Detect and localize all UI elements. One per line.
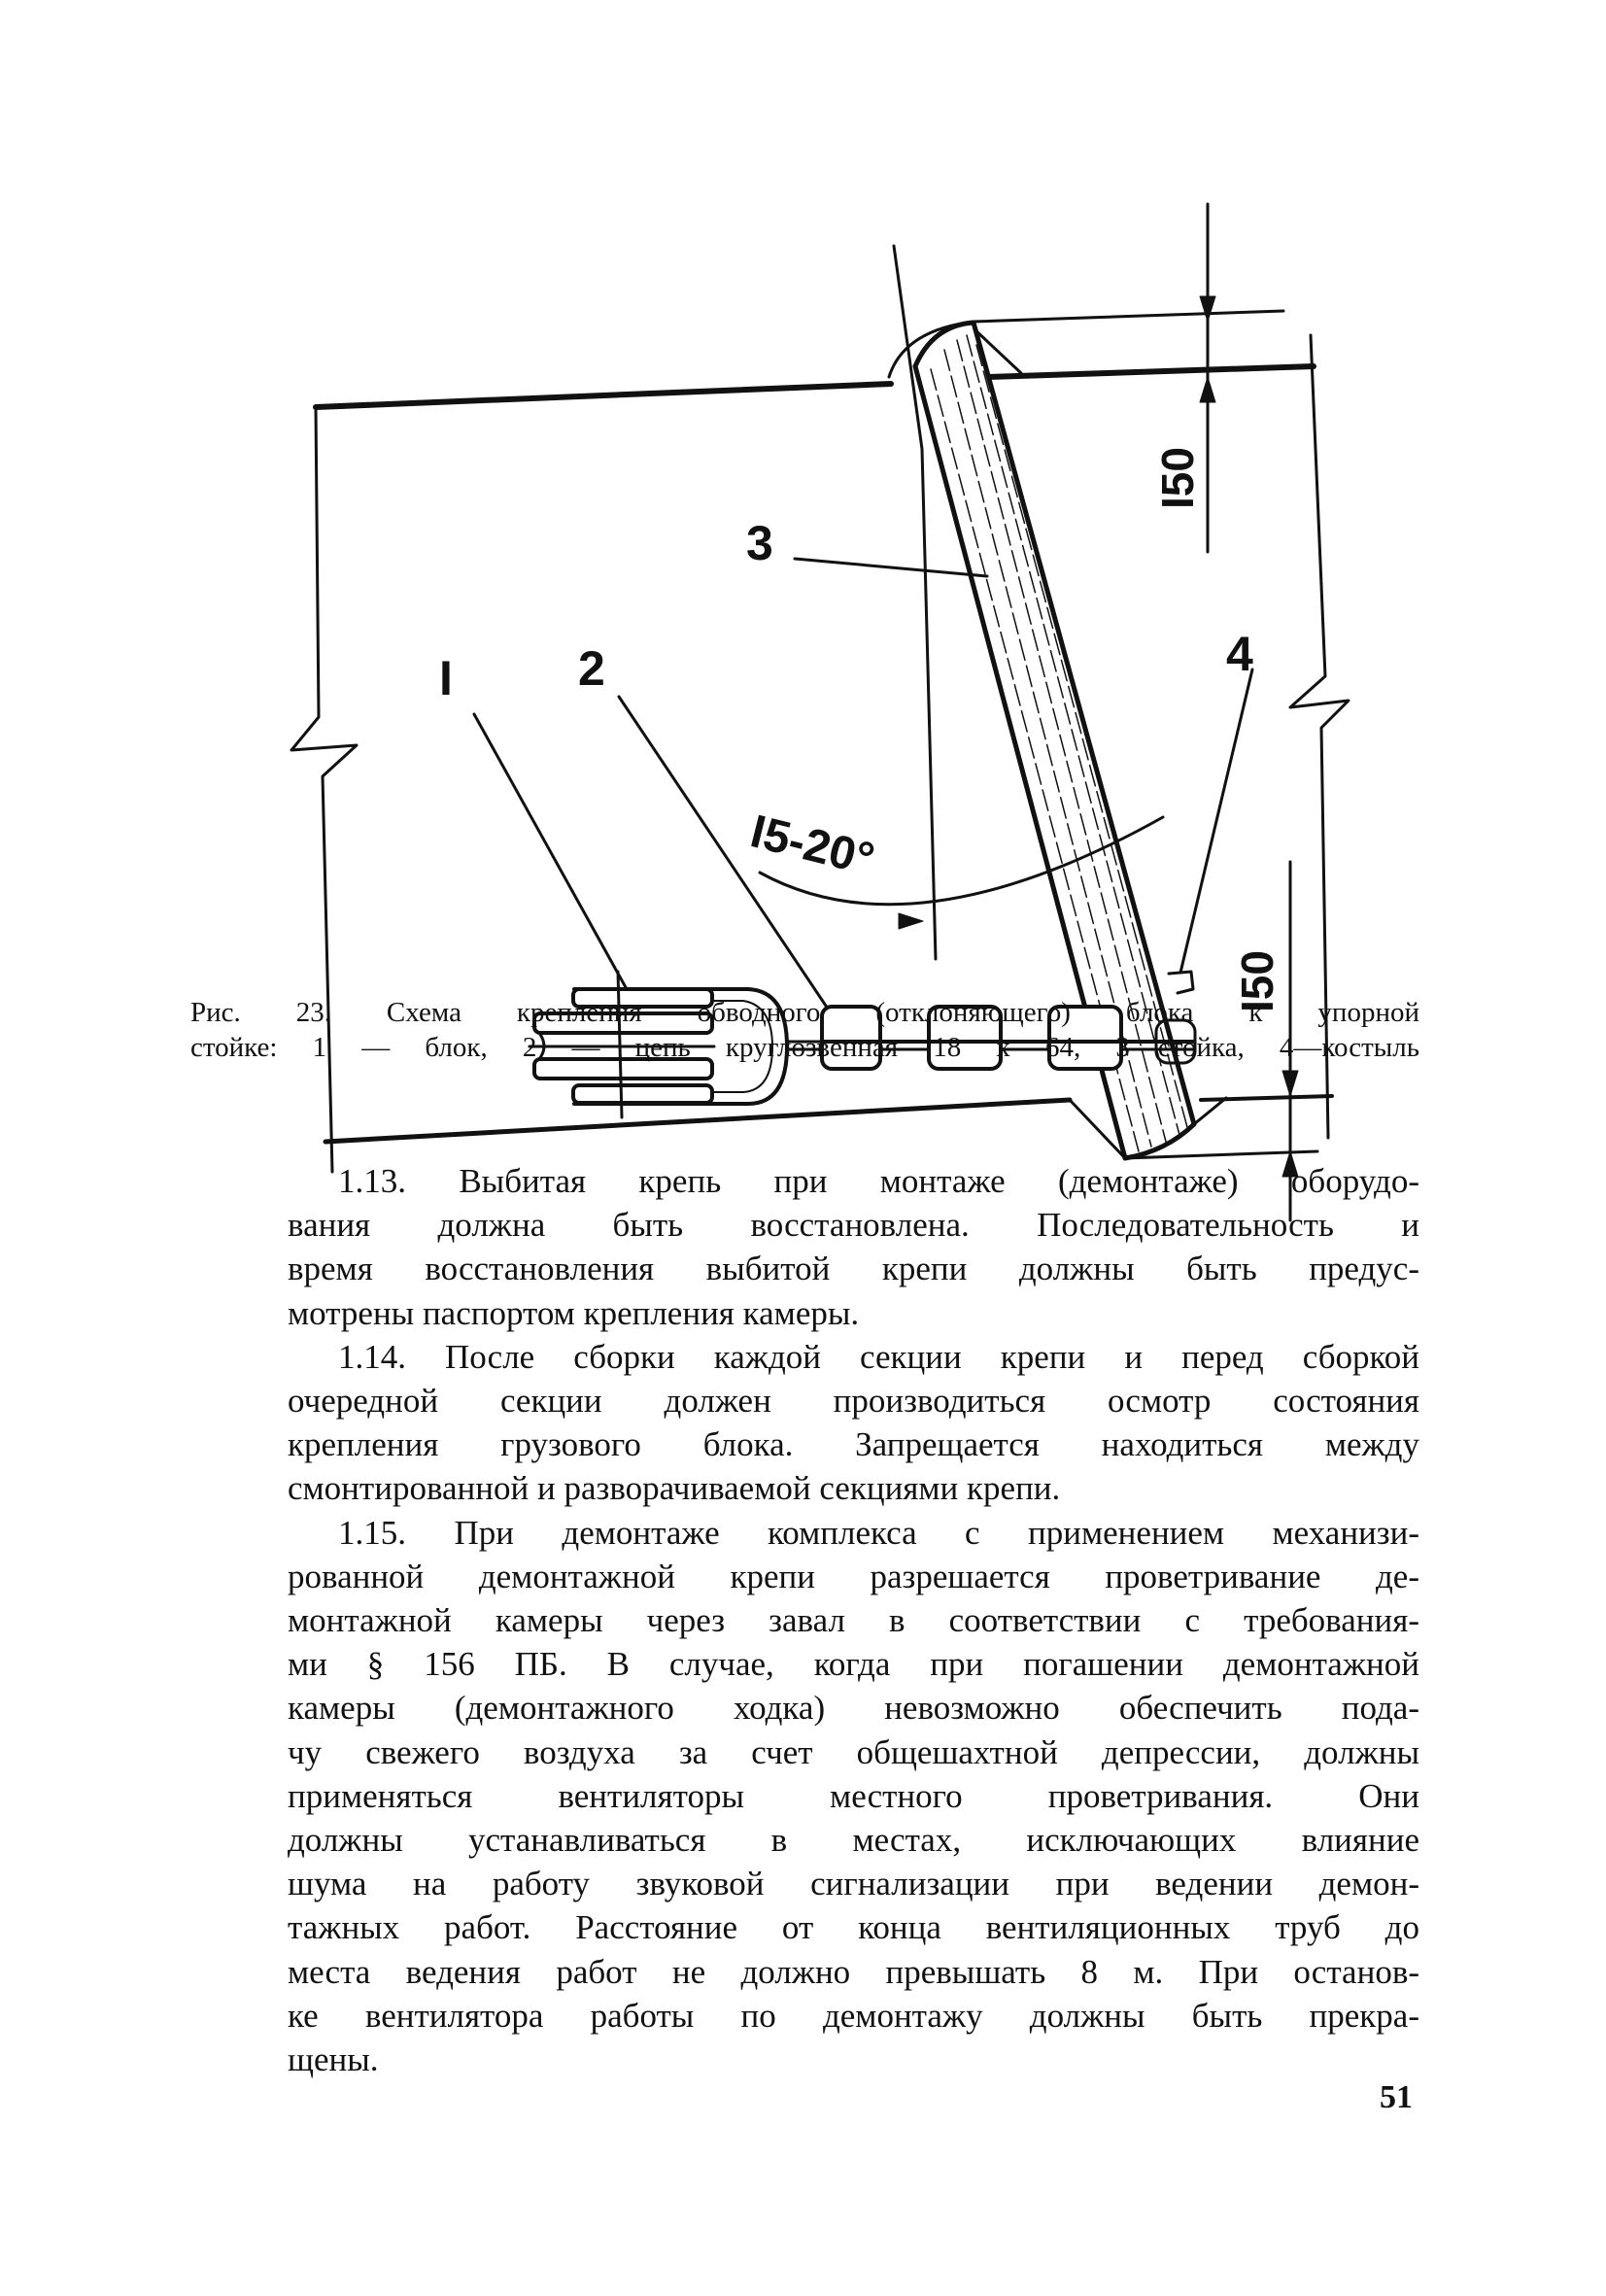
- label-angle: I5-20°: [745, 805, 879, 886]
- page-number: 51: [1380, 2079, 1413, 2115]
- figure-caption: [190, 995, 1419, 1065]
- text-line: 1.15. При демонтаже комплекса с применением механизи-: [338, 1513, 1419, 1552]
- text-line: рованной демонтажной крепи разрешается проветривание де-: [288, 1557, 1419, 1595]
- text-line: время восстановления выбитой крепи должны быть предус-: [288, 1250, 1419, 1288]
- text-line: должны устанавливаться в местах, исключающих влияние: [288, 1821, 1419, 1860]
- text-line: места ведения работ не должно превышать 8 м. При останов-: [288, 1952, 1419, 1991]
- figure-block-mounting-diagram: [0, 0, 1606, 1012]
- body-text: [288, 1159, 1419, 2081]
- text-line: щены.: [288, 2040, 379, 2079]
- arrowhead-icon: [899, 913, 923, 929]
- paragraph-1-14: [288, 1335, 1419, 1511]
- text-line: смонтированной и разворачиваемой секциями крепи.: [288, 1469, 1061, 1508]
- label-chain: 2: [578, 641, 605, 696]
- label-crutch: 4: [1226, 627, 1253, 681]
- leader-line-crutch: [1180, 669, 1252, 973]
- label-dimension-top: I50: [1152, 447, 1203, 509]
- label-dimension-bottom: I50: [1232, 950, 1282, 1012]
- roof-line-right: [988, 366, 1314, 377]
- text-line: шума на работу звуковой сигнализации при ведении демон-: [288, 1865, 1419, 1903]
- paragraph-1-15: [288, 1511, 1419, 2082]
- text-line: монтажной камеры через завал в соответствии с требования-: [288, 1601, 1419, 1640]
- text-line: применяться вентиляторы местного проветривания. Они: [288, 1776, 1419, 1815]
- leader-line-block: [474, 714, 636, 1007]
- floor-line-right: [1201, 1096, 1332, 1100]
- text-line: очередной секции должен производиться осмотр состояния: [288, 1382, 1419, 1421]
- roof-upper-line: [974, 311, 1283, 322]
- text-line: 1.14. После сборки каждой секции крепи и перед сборкой: [338, 1337, 1419, 1376]
- text-line: ке вентилятора работы по демонтажу должны быть прекра-: [288, 1996, 1419, 2035]
- text-line: вания должна быть восстановлена. Последовательность и: [288, 1206, 1419, 1245]
- label-post: 3: [746, 516, 773, 570]
- text-line: ми § 156 ПБ. В случае, когда при погашении демонтажной: [288, 1645, 1419, 1684]
- leader-line-post: [795, 559, 987, 576]
- crutch: [1169, 972, 1193, 993]
- roof-line: [316, 384, 891, 407]
- text-line: мотрены паспортом крепления камеры.: [288, 1293, 860, 1332]
- text-line: крепления грузового блока. Запрещается находиться между: [288, 1425, 1419, 1464]
- text-line: тажных работ. Расстояние от конца вентиляционных труб до: [288, 1908, 1419, 1947]
- text-line: чу свежего воздуха за счет общешахтной депрессии, должны: [288, 1732, 1419, 1771]
- caption-line: Рис. 23. Схема крепления обводного (отклоняющего) блока к упорной: [190, 997, 1419, 1028]
- caption-line: стойке: 1 — блок, 2 — цепь круглозвенная 18 х 64, 3—стойка, 4—костыль: [190, 1032, 1419, 1063]
- label-block: I: [439, 651, 453, 705]
- paragraph-1-13: [288, 1159, 1419, 1335]
- text-line: камеры (демонтажного ходка) невозможно обеспечить пода-: [288, 1689, 1419, 1728]
- text-line: 1.13. Выбитая крепь при монтаже (демонтаже) оборудо-: [338, 1162, 1419, 1200]
- floor-line: [325, 1100, 1070, 1142]
